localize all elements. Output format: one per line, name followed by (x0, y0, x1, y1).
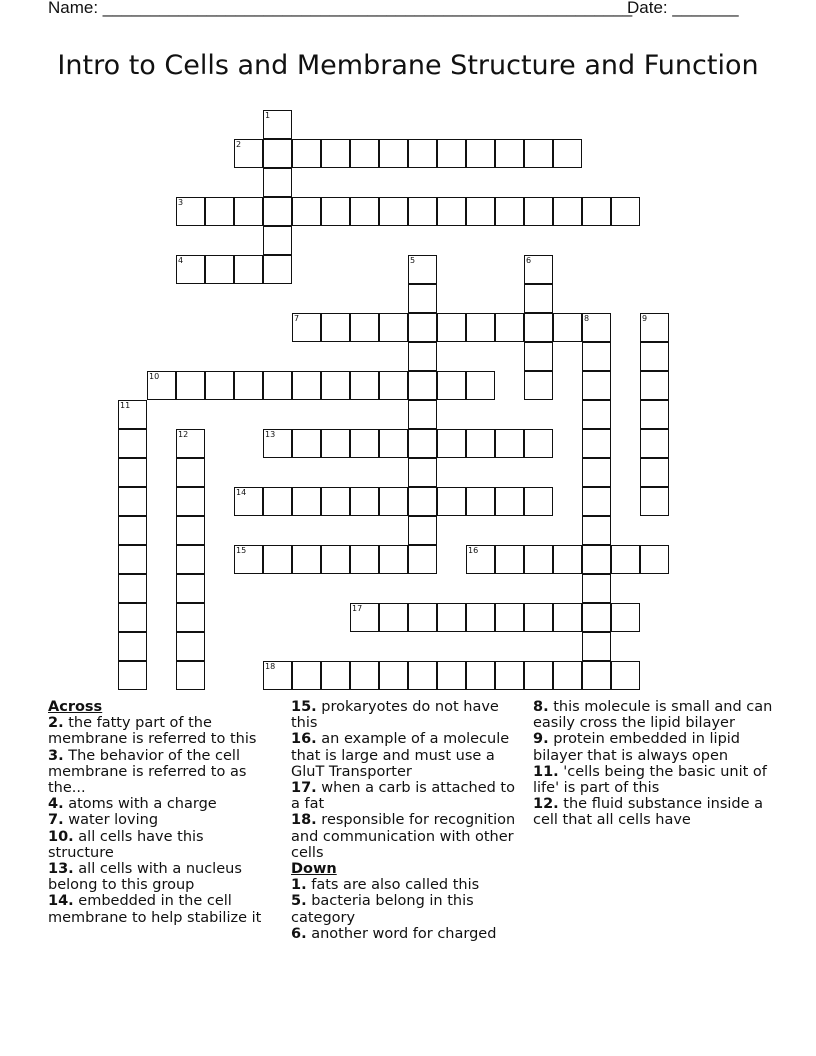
grid-cell[interactable] (582, 603, 611, 632)
grid-cell[interactable] (263, 110, 292, 139)
grid-cell[interactable] (553, 545, 582, 574)
grid-cell[interactable] (379, 313, 408, 342)
grid-cell[interactable] (466, 661, 495, 690)
grid-cell[interactable] (379, 603, 408, 632)
clue-item (48, 748, 273, 797)
grid-cell[interactable] (350, 545, 379, 574)
grid-cell[interactable] (408, 255, 437, 284)
grid-cell[interactable] (379, 487, 408, 516)
grid-cell[interactable] (611, 603, 640, 632)
grid-cell[interactable] (118, 661, 147, 690)
grid-cell[interactable] (292, 661, 321, 690)
grid-cell[interactable] (292, 313, 321, 342)
grid-cell[interactable] (553, 661, 582, 690)
clue-item-text: bacteria belong in this category (291, 893, 474, 926)
clue-item-number: 3. (48, 747, 64, 764)
grid-cell[interactable] (263, 168, 292, 197)
clue-item (48, 796, 273, 812)
grid-cell[interactable] (263, 139, 292, 168)
clue-item (533, 731, 778, 763)
clue-item-number: 18. (291, 812, 317, 829)
grid-cell[interactable] (321, 429, 350, 458)
grid-cell[interactable] (495, 545, 524, 574)
grid-cell[interactable] (524, 284, 553, 313)
clue-item-number: 13. (48, 861, 74, 878)
clue-item-number: 14. (48, 893, 74, 910)
grid-cell[interactable] (495, 603, 524, 632)
clue-number: 18 (265, 662, 276, 671)
grid-cell[interactable] (234, 545, 263, 574)
grid-cell[interactable] (640, 458, 669, 487)
clue-number: 12 (178, 430, 189, 439)
grid-cell[interactable] (466, 313, 495, 342)
clue-item-text: protein embedded in lipid bilayer that is always open (533, 731, 741, 764)
clue-item (291, 699, 521, 731)
grid-cell[interactable] (263, 197, 292, 226)
clue-number: 9 (642, 314, 648, 323)
grid-cell[interactable] (582, 632, 611, 661)
grid-cell[interactable] (582, 429, 611, 458)
grid-cell[interactable] (176, 197, 205, 226)
grid-cell[interactable] (118, 487, 147, 516)
grid-cell[interactable] (263, 226, 292, 255)
grid-cell[interactable] (379, 371, 408, 400)
grid-cell[interactable] (524, 487, 553, 516)
grid-cell[interactable] (263, 487, 292, 516)
grid-cell[interactable] (263, 661, 292, 690)
grid-cell[interactable] (553, 603, 582, 632)
clue-number: 4 (178, 256, 184, 265)
grid-cell[interactable] (437, 197, 466, 226)
name-field-label: Name: ________________________________________________________ (48, 0, 633, 17)
clue-item (48, 812, 273, 828)
grid-cell[interactable] (118, 603, 147, 632)
clue-number: 7 (294, 314, 300, 323)
clue-item (291, 780, 521, 812)
grid-cell[interactable] (553, 313, 582, 342)
clue-item (533, 764, 778, 796)
grid-cell[interactable] (495, 313, 524, 342)
grid-cell[interactable] (640, 487, 669, 516)
grid-cell[interactable] (408, 458, 437, 487)
clue-item-number: 8. (533, 699, 549, 715)
grid-cell[interactable] (408, 545, 437, 574)
grid-cell[interactable] (263, 545, 292, 574)
clue-item-text: water loving (68, 812, 159, 829)
grid-cell[interactable] (582, 574, 611, 603)
clue-item-text: all cells have this structure (48, 828, 204, 861)
clue-number: 15 (236, 546, 247, 555)
grid-cell[interactable] (582, 400, 611, 429)
grid-cell[interactable] (118, 458, 147, 487)
clue-item-text: the fluid substance inside a cell that all cells have (533, 796, 764, 829)
grid-cell[interactable] (321, 139, 350, 168)
clue-number: 11 (120, 401, 131, 410)
clue-item-number: 11. (533, 763, 559, 780)
grid-cell[interactable] (379, 545, 408, 574)
clue-item-text: fats are also called this (311, 877, 480, 894)
grid-cell[interactable] (408, 342, 437, 371)
grid-cell[interactable] (495, 139, 524, 168)
grid-cell[interactable] (437, 603, 466, 632)
clue-item-text: The behavior of the cell membrane is referred to as the... (48, 747, 247, 797)
grid-cell[interactable] (379, 197, 408, 226)
clue-heading-across: Across (48, 699, 103, 715)
grid-cell[interactable] (234, 255, 263, 284)
grid-cell[interactable] (350, 603, 379, 632)
clue-number: 3 (178, 198, 184, 207)
grid-cell[interactable] (495, 197, 524, 226)
grid-cell[interactable] (176, 632, 205, 661)
grid-cell[interactable] (611, 197, 640, 226)
clue-item-text: the fatty part of the membrane is referred to this (48, 715, 257, 748)
clue-item-number: 4. (48, 796, 64, 813)
grid-cell[interactable] (176, 545, 205, 574)
clue-item-text: atoms with a charge (68, 796, 217, 813)
grid-cell[interactable] (321, 487, 350, 516)
grid-cell[interactable] (408, 284, 437, 313)
grid-cell[interactable] (640, 342, 669, 371)
grid-cell[interactable] (292, 139, 321, 168)
grid-cell[interactable] (292, 197, 321, 226)
clue-item-number: 1. (291, 877, 307, 894)
grid-cell[interactable] (582, 197, 611, 226)
grid-cell[interactable] (292, 487, 321, 516)
clue-number: 8 (584, 314, 590, 323)
grid-cell[interactable] (321, 545, 350, 574)
grid-cell[interactable] (321, 197, 350, 226)
grid-cell[interactable] (408, 400, 437, 429)
clue-number: 2 (236, 140, 242, 149)
grid-cell[interactable] (524, 313, 553, 342)
grid-cell[interactable] (437, 487, 466, 516)
clue-column-3 (533, 699, 778, 829)
grid-cell[interactable] (524, 197, 553, 226)
clue-number: 16 (468, 546, 479, 555)
grid-cell[interactable] (466, 371, 495, 400)
grid-cell[interactable] (524, 255, 553, 284)
grid-cell[interactable] (553, 197, 582, 226)
grid-cell[interactable] (466, 139, 495, 168)
grid-cell[interactable] (321, 661, 350, 690)
grid-cell[interactable] (611, 545, 640, 574)
clue-item-number: 2. (48, 715, 64, 732)
grid-cell[interactable] (379, 429, 408, 458)
grid-cell[interactable] (524, 139, 553, 168)
clue-item (291, 877, 521, 893)
grid-cell[interactable] (495, 429, 524, 458)
grid-cell[interactable] (350, 661, 379, 690)
clue-item (291, 893, 521, 925)
grid-cell[interactable] (582, 516, 611, 545)
grid-cell[interactable] (466, 429, 495, 458)
clue-number: 10 (149, 372, 160, 381)
clue-item (533, 796, 778, 828)
grid-cell[interactable] (263, 255, 292, 284)
date-field-label: Date: _______ (627, 0, 739, 17)
grid-cell[interactable] (524, 429, 553, 458)
clue-heading-down: Down (291, 861, 337, 878)
grid-cell[interactable] (350, 197, 379, 226)
grid-cell[interactable] (176, 603, 205, 632)
grid-cell[interactable] (408, 429, 437, 458)
grid-cell[interactable] (118, 632, 147, 661)
grid-cell[interactable] (205, 197, 234, 226)
clue-item-text: prokaryotes do not have this (291, 699, 499, 732)
clue-item-text: when a carb is attached to a fat (291, 780, 515, 813)
grid-cell[interactable] (147, 371, 176, 400)
grid-cell[interactable] (408, 139, 437, 168)
clue-item-text: 'cells being the basic unit of life' is part of this (533, 763, 767, 797)
grid-cell[interactable] (292, 429, 321, 458)
grid-cell[interactable] (437, 139, 466, 168)
clue-item (533, 699, 778, 731)
grid-cell[interactable] (408, 603, 437, 632)
clue-item-text: this molecule is small and can easily cross the lipid bilayer (533, 699, 773, 732)
grid-cell[interactable] (466, 603, 495, 632)
grid-cell[interactable] (205, 371, 234, 400)
clue-item-number: 17. (291, 780, 317, 797)
grid-cell[interactable] (234, 139, 263, 168)
grid-cell[interactable] (582, 545, 611, 574)
grid-cell[interactable] (408, 487, 437, 516)
grid-cell[interactable] (176, 516, 205, 545)
clue-item-text: another word for charged (311, 925, 497, 942)
grid-cell[interactable] (408, 371, 437, 400)
grid-cell[interactable] (234, 487, 263, 516)
clue-item-number: 7. (48, 812, 64, 829)
clue-item (48, 861, 273, 893)
clue-number: 6 (526, 256, 532, 265)
grid-cell[interactable] (553, 139, 582, 168)
grid-cell[interactable] (176, 661, 205, 690)
grid-cell[interactable] (379, 661, 408, 690)
grid-cell[interactable] (176, 255, 205, 284)
grid-cell[interactable] (524, 371, 553, 400)
grid-cell[interactable] (582, 487, 611, 516)
clue-item (291, 926, 521, 942)
clue-item-number: 6. (291, 925, 307, 942)
clue-number: 13 (265, 430, 276, 439)
grid-cell[interactable] (611, 661, 640, 690)
clue-column-1 (48, 699, 273, 926)
grid-cell[interactable] (118, 400, 147, 429)
clue-number: 14 (236, 488, 247, 497)
grid-cell[interactable] (176, 458, 205, 487)
grid-cell[interactable] (524, 661, 553, 690)
grid-cell[interactable] (408, 197, 437, 226)
grid-cell[interactable] (350, 429, 379, 458)
grid-cell[interactable] (292, 371, 321, 400)
clue-item-text: embedded in the cell membrane to help stabilize it (48, 893, 262, 926)
grid-cell[interactable] (640, 313, 669, 342)
grid-cell[interactable] (408, 516, 437, 545)
grid-cell[interactable] (466, 545, 495, 574)
clue-item-text: an example of a molecule that is large and must use a GluT Transporter (291, 731, 510, 780)
clue-item-text: responsible for recognition and communication with other cells (291, 812, 516, 861)
grid-cell[interactable] (640, 400, 669, 429)
clue-item-number: 12. (533, 796, 559, 813)
clue-item (291, 812, 521, 861)
clue-item-number: 5. (291, 893, 307, 910)
grid-cell[interactable] (437, 429, 466, 458)
grid-cell[interactable] (582, 661, 611, 690)
clue-item (48, 829, 273, 861)
clue-item-number: 9. (533, 731, 549, 748)
clue-item (48, 715, 273, 747)
grid-cell[interactable] (582, 371, 611, 400)
grid-cell[interactable] (408, 661, 437, 690)
clue-item (291, 731, 521, 780)
grid-cell[interactable] (582, 342, 611, 371)
grid-cell[interactable] (437, 313, 466, 342)
grid-cell[interactable] (640, 429, 669, 458)
grid-cell[interactable] (118, 574, 147, 603)
grid-cell[interactable] (176, 371, 205, 400)
grid-cell[interactable] (524, 342, 553, 371)
grid-cell[interactable] (524, 545, 553, 574)
grid-cell[interactable] (640, 545, 669, 574)
grid-cell[interactable] (350, 139, 379, 168)
grid-cell[interactable] (379, 139, 408, 168)
grid-cell[interactable] (350, 487, 379, 516)
grid-cell[interactable] (176, 574, 205, 603)
grid-cell[interactable] (466, 487, 495, 516)
grid-cell[interactable] (321, 371, 350, 400)
grid-cell[interactable] (118, 516, 147, 545)
grid-cell[interactable] (234, 197, 263, 226)
clue-column-2 (291, 699, 521, 942)
grid-cell[interactable] (118, 545, 147, 574)
grid-cell[interactable] (234, 371, 263, 400)
grid-cell[interactable] (524, 603, 553, 632)
grid-cell[interactable] (495, 661, 524, 690)
grid-cell[interactable] (582, 458, 611, 487)
grid-cell[interactable] (495, 487, 524, 516)
grid-cell[interactable] (582, 313, 611, 342)
clue-item-text: all cells with a nucleus belong to this group (48, 861, 242, 894)
clue-item-number: 10. (48, 828, 74, 845)
page-title: Intro to Cells and Membrane Structure and Function (57, 50, 759, 81)
grid-cell[interactable] (640, 371, 669, 400)
grid-cell[interactable] (176, 487, 205, 516)
clue-item (48, 893, 273, 925)
grid-cell[interactable] (350, 371, 379, 400)
grid-cell[interactable] (205, 255, 234, 284)
clue-number: 5 (410, 256, 416, 265)
clue-item-number: 15. (291, 699, 317, 715)
clue-number: 1 (265, 111, 271, 120)
grid-cell[interactable] (466, 197, 495, 226)
clue-item-number: 16. (291, 731, 317, 748)
grid-cell[interactable] (176, 429, 205, 458)
grid-cell[interactable] (292, 545, 321, 574)
grid-cell[interactable] (263, 429, 292, 458)
grid-cell[interactable] (437, 661, 466, 690)
grid-cell[interactable] (118, 429, 147, 458)
grid-cell[interactable] (263, 371, 292, 400)
grid-cell[interactable] (350, 313, 379, 342)
grid-cell[interactable] (408, 313, 437, 342)
clue-number: 17 (352, 604, 363, 613)
grid-cell[interactable] (437, 371, 466, 400)
grid-cell[interactable] (321, 313, 350, 342)
